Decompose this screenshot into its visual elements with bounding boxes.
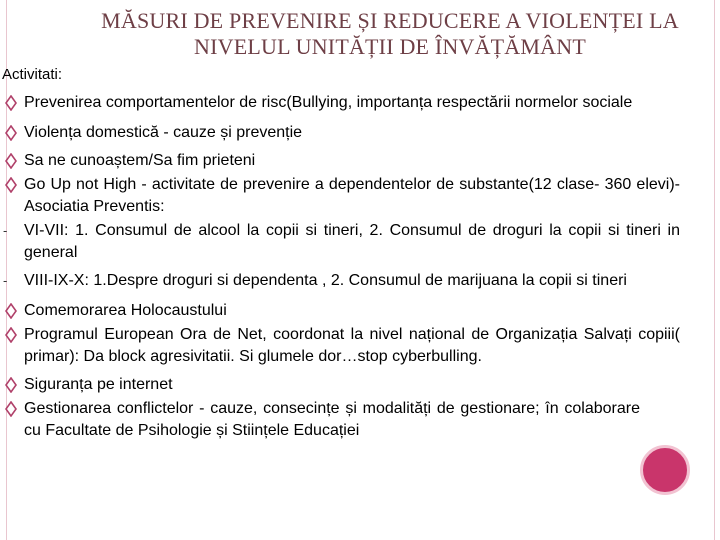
right-frame-line	[714, 0, 715, 540]
bullet-icon	[4, 177, 18, 193]
list-item-text: Prevenirea comportamentelor de risc(Bullying, importanța respectării normelor sociale	[24, 94, 633, 111]
list-item	[0, 150, 680, 172]
list-item-text: Siguranța pe internet	[24, 376, 173, 393]
list-item	[0, 398, 680, 442]
list-item-text: Programul European Ora de Net, coordonat la nivel național de Organizația Salvați copiii( primar): Da block agresivitatii. Si glumele dor…stop cyberbulling.	[24, 326, 680, 365]
list-item-text: Comemorarea Holocaustului	[24, 302, 227, 319]
list-item	[0, 122, 680, 144]
title-line-1: MĂSURI DE PREVENIRE ȘI REDUCERE A VIOLENȚEI LA	[101, 8, 679, 33]
list-item-text: VI-VII: 1. Consumul de alcool la copii si tineri, 2. Consumul de droguri la copii si tineri in general	[24, 222, 680, 261]
list-item-text: Go Up not High - activitate de prevenire a dependentelor de substante(12 clase- 360 elevi)-Asociatia Preventis:	[24, 176, 680, 215]
title-line-2: NIVELUL UNITĂȚII DE ÎNVĂȚĂMÂNT	[194, 34, 586, 59]
bullet-icon	[4, 125, 18, 141]
list-item	[0, 324, 680, 368]
section-subtitle: Activitati:	[2, 66, 63, 83]
bullet-icon	[4, 327, 18, 343]
list-item-text: VIII-IX-X: 1.Despre droguri si dependenta , 2. Consumul de marijuana la copii si tineri	[24, 272, 627, 289]
list-item	[0, 220, 680, 264]
list-item	[0, 374, 680, 396]
bullet-icon	[4, 401, 18, 417]
page-title	[60, 8, 720, 60]
bullet-icon	[4, 153, 18, 169]
decorative-circle-icon	[640, 445, 690, 495]
list-item-text: Gestionarea conflictelor - cauze, consecințe și modalități de gestionare; în colaborare cu Facultate de Psihologie și Stiințele Educației	[24, 400, 640, 439]
list-item	[0, 270, 680, 292]
dash-marker-icon: -	[3, 223, 8, 238]
bullet-icon	[4, 303, 18, 319]
list-item-text: Violența domestică - cauze și prevenție	[24, 124, 303, 141]
bullet-icon	[4, 95, 18, 111]
list-item	[0, 174, 680, 218]
activity-list	[0, 88, 680, 442]
list-item-text: Sa ne cunoaștem/Sa fim prieteni	[24, 152, 256, 169]
bullet-icon	[4, 377, 18, 393]
list-item	[0, 300, 680, 322]
dash-marker-icon: -	[3, 273, 8, 288]
list-item	[0, 92, 680, 114]
